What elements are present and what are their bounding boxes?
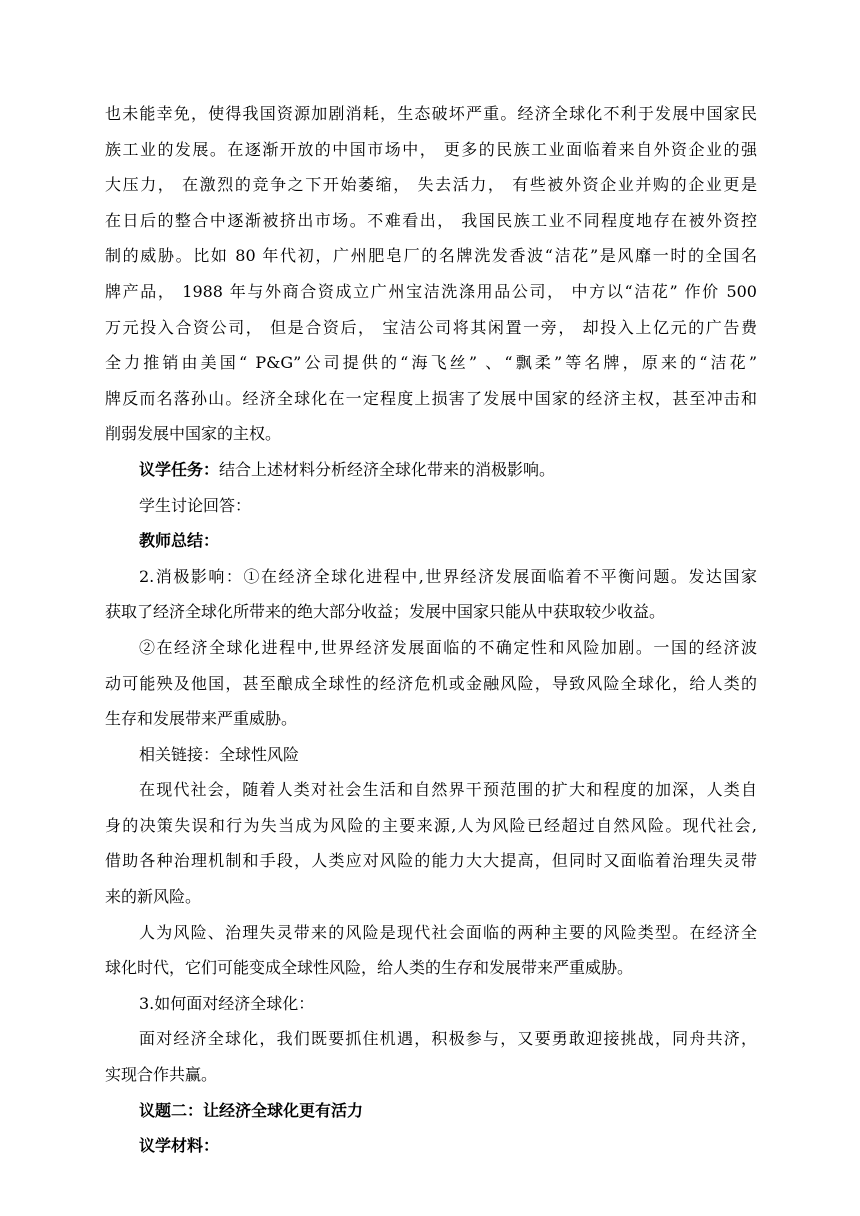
text-line: 也未能幸免，使得我国资源加剧消耗，生态破坏严重。经济全球化不利于发展中国家民 [105, 104, 757, 123]
text-line: 全力推销由美国“ P&G”公司提供的“海飞丝” 、“飘柔”等名牌，原来的“洁花” [105, 353, 757, 373]
text-line: 借助各种治理机制和手段，人类应对风险的能力大大提高，但同时又面临着治理失灵带 [105, 851, 757, 871]
text-line: 削弱发展中国家的主权。 [105, 424, 282, 444]
text-line: ②在经济全球化进程中,世界经济发展面临的不确定性和风险加剧。一国的经济波 [139, 637, 757, 657]
student-discussion-text: 学生讨论回答： [139, 495, 252, 515]
teacher-summary [105, 523, 757, 559]
related-link-text: 相关链接：全球性风险 [139, 744, 300, 764]
text-line: 动可能殃及他国，甚至酿成全球性的经济危机或金融风险，导致风险全球化，给人类的 [105, 673, 757, 693]
text-line: 实现合作共赢。 [105, 1065, 218, 1085]
student-discussion [105, 488, 757, 524]
risk-paragraph-2 [105, 915, 757, 986]
text-line: 万元投入合资公司， 但是合资后， 宝洁公司将其闲置一旁， 却投入上亿元的广告费 [105, 317, 757, 337]
point3-heading-text: 3.如何面对经济全球化： [139, 993, 315, 1013]
material-heading-text: 议学材料： [139, 1136, 220, 1156]
related-link [105, 737, 757, 773]
text-line: 球化时代，它们可能变成全球性风险，给人类的生存和发展带来严重威胁。 [105, 958, 634, 978]
topic2-heading-text: 议题二：让经济全球化更有活力 [139, 1100, 364, 1120]
text-line: 2.消极影响：①在经济全球化进程中,世界经济发展面临着不平衡问题。发达国家 [139, 566, 757, 586]
point2b-paragraph [105, 630, 757, 737]
material-heading [105, 1128, 757, 1164]
text-line: 牌反而名落孙山。经济全球化在一定程度上损害了发展中国家的经济主权，甚至冲击和 [105, 388, 757, 408]
point3-heading [105, 986, 757, 1022]
teacher-summary-heading: 教师总结： [139, 531, 220, 551]
text-line: 族工业的发展。在逐渐开放的中国市场中， 更多的民族工业面临着来自外资企业的强 [105, 139, 757, 159]
task-paragraph [105, 452, 757, 488]
text-line: 在现代社会，随着人类对社会生活和自然界干预范围的扩大和程度的加深，人类自 [139, 780, 757, 800]
material-paragraph [105, 96, 757, 452]
point2-paragraph [105, 559, 757, 630]
text-line: 生存和发展带来严重威胁。 [105, 709, 298, 729]
text-line: 大压力， 在激烈的竞争之下开始萎缩， 失去活力， 有些被外资企业并购的企业更是 [105, 175, 757, 195]
document-page [105, 96, 757, 1164]
text-line: 身的决策失误和行为失当成为风险的主要来源,人为风险已经超过自然风险。现代社会, [105, 815, 757, 835]
topic2-heading [105, 1093, 757, 1129]
text-line: 在日后的整合中逐渐被挤出市场。不难看出， 我国民族工业不同程度地存在被外资控 [105, 210, 757, 230]
text-line: 获取了经济全球化所带来的绝大部分收益；发展中国家只能从中获取较少收益。 [105, 602, 666, 622]
text-line: 来的新风险。 [105, 887, 202, 907]
text-line: 面对经济全球化，我们既要抓住机遇，积极参与，又要勇敢迎接挑战，同舟共济， [139, 1029, 757, 1049]
text-line: 牌产品， 1988 年与外商合资成立广州宝洁洗涤用品公司， 中方以“洁花” 作价 500 [105, 281, 757, 301]
task-label: 议学任务： [139, 459, 220, 479]
text-line: 制的威胁。比如 80 年代初，广州肥皂厂的名牌洗发香波“洁花”是风靡一时的全国名 [105, 246, 757, 266]
risk-paragraph-1 [105, 772, 757, 914]
text-line: 人为风险、治理失灵带来的风险是现代社会面临的两种主要的风险类型。在经济全 [139, 922, 757, 942]
task-text: 结合上述材料分析经济全球化带来的消极影响。 [219, 459, 556, 479]
point3-paragraph [105, 1021, 757, 1092]
